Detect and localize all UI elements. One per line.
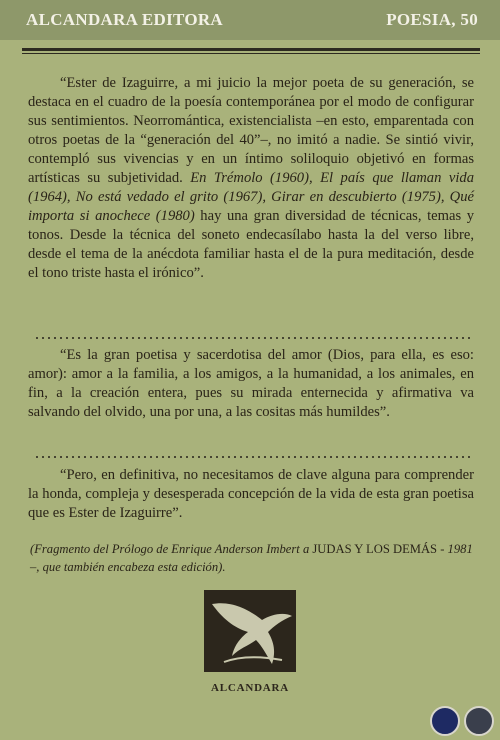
- alcandara-bird-logo-icon: [204, 590, 296, 672]
- quote-1-part-3: hay una gran diversidad de técnicas, temas y tonos. Desde la técnica del soneto endecasílabo hasta la del verso libre, desde el tema de la anécdota familiar hasta el de la pura meditación, desde el tono triste hasta el irónico”.: [28, 208, 475, 281]
- quote-2: [28, 346, 474, 422]
- credit-book-title: JUDAS Y LOS DEMÁS: [312, 542, 438, 556]
- header-rule: [22, 48, 480, 51]
- header-band: [0, 0, 500, 40]
- credit-part-1: (Fragmento del Prólogo de Enrique Anderson Imbert a: [30, 542, 313, 556]
- header-rule-thin: [22, 53, 480, 54]
- quote-1-titles: En Trémolo (1960), El país que llaman vida (1964), No está vedado el grito (1967), Girar en descubierto (1975), Qué importa si anochece (1980): [28, 170, 474, 224]
- source-credit: [30, 540, 480, 576]
- quote-1: [28, 74, 474, 283]
- quote-1-part-1: “Ester de Izaguirre, a mi juicio la mejor poeta de su generación, se destaca en el cuadro de la poesía contemporánea por el modo de configurar sus sentimientos. Neorromántica, existencialista –en esto, emparentada con otros poetas de la “generación del 40”–, no imitó a nadie. Se sintió vivir, contempló sus vivencias y en un íntimo soliloquio objetivó en formas artísticas su subjetividad.: [28, 75, 474, 186]
- dotted-divider: [34, 337, 474, 339]
- series-number: POESIA, 50: [386, 10, 478, 29]
- quote-3-text: “Pero, en definitiva, no necesitamos de clave alguna para comprender la honda, compleja y desesperada concepción de la vida de esta gran poetisa que es Ester de Izaguirre”.: [28, 467, 474, 521]
- quote-2-text: “Es la gran poetisa y sacerdotisa del amor (Dios, para ella, es eso: amor): amor a la familia, a los amigos, a la humanidad, a los animales, en fin, a la creación entera, pues su mirada enternecida y afirmativa va salvando del olvido, una por una, a las cositas más humildes”.: [28, 347, 474, 420]
- seal-icon: [430, 706, 460, 736]
- logo-label: ALCANDARA: [210, 682, 290, 694]
- quote-3: [28, 466, 474, 523]
- publisher-name: ALCANDARA EDITORA: [26, 10, 224, 29]
- credit-part-3: - 1981 –, que también encabeza esta edición).: [30, 542, 473, 574]
- seal-icon: [464, 706, 494, 736]
- dotted-divider: [34, 456, 474, 458]
